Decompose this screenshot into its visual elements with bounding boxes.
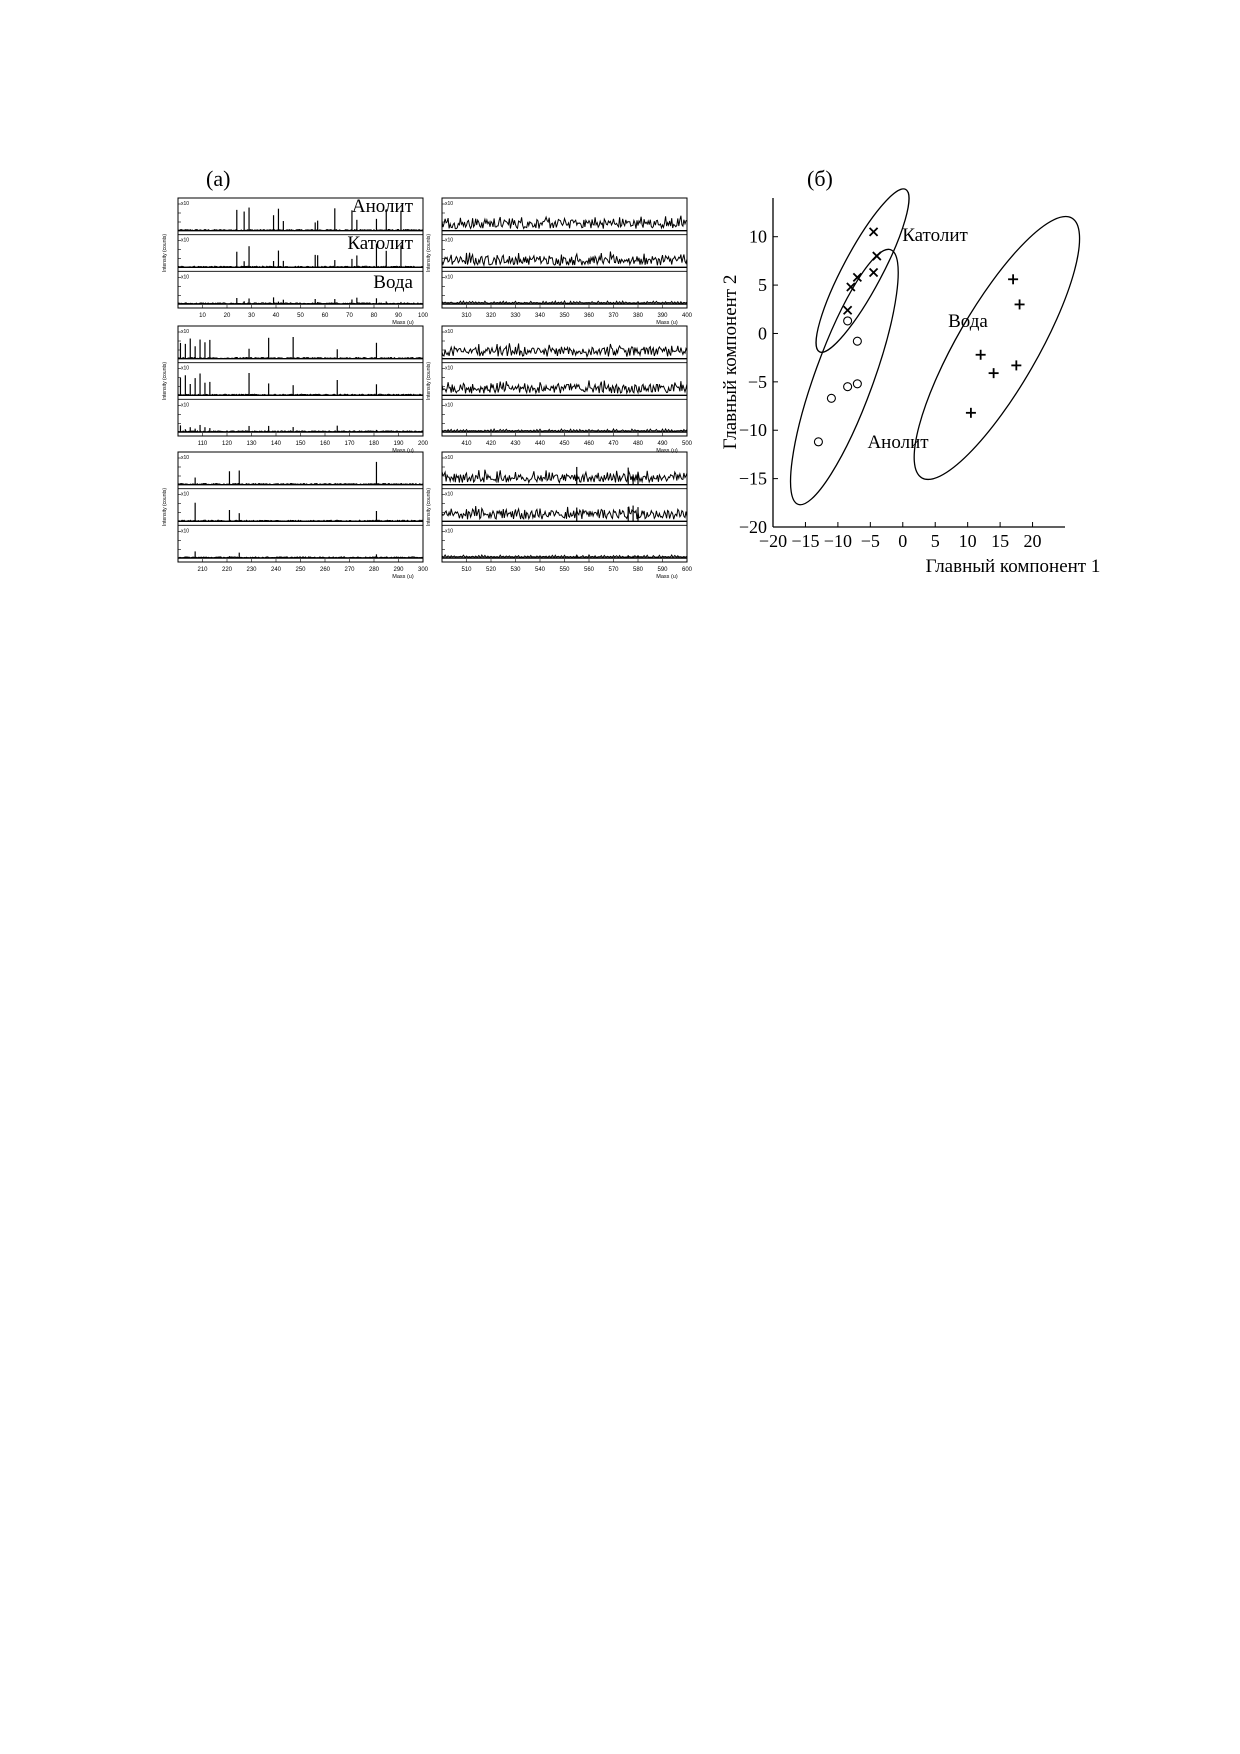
strip-scale-note: x10 <box>445 201 454 207</box>
panel-a-label: (а) <box>206 166 231 191</box>
x-tick-label: 10 <box>958 531 977 551</box>
point-anolit <box>853 337 861 345</box>
point-anolit <box>814 438 822 446</box>
spectrum-block <box>162 198 429 326</box>
spectrum-trace <box>442 216 687 231</box>
x-tick-label: 15 <box>991 531 1010 551</box>
x-tick-label: 220 <box>221 567 233 573</box>
x-tick-label: 480 <box>632 441 644 447</box>
y-tick-label: 0 <box>758 323 767 344</box>
x-tick-label: 540 <box>534 567 546 573</box>
x-tick-label: −10 <box>823 531 852 551</box>
spectrum-xlabel: Mass (u) <box>392 448 414 454</box>
x-tick-label: 600 <box>681 567 693 573</box>
x-tick-label: 270 <box>344 567 355 573</box>
x-tick-label: 210 <box>197 567 208 573</box>
spectrum-xlabel: Mass (u) <box>392 320 414 326</box>
spectrum-trace <box>442 506 687 521</box>
x-tick-label: 50 <box>297 313 304 319</box>
y-tick-label: −10 <box>738 420 767 441</box>
x-tick-label: −20 <box>758 531 788 551</box>
x-tick-label: 20 <box>223 313 231 319</box>
x-tick-label: 120 <box>221 441 233 447</box>
spectrum-block <box>162 452 429 580</box>
x-tick-label: 520 <box>485 567 497 573</box>
x-tick-label: 580 <box>632 567 644 573</box>
spectrum-trace <box>442 343 687 358</box>
strip-scale-note: x10 <box>181 237 190 244</box>
strip-scale-note: x10 <box>181 274 190 281</box>
point-anolit <box>827 394 835 402</box>
point-anolit <box>844 383 852 391</box>
x-tick-label: 130 <box>246 441 257 447</box>
point-voda <box>1011 360 1021 370</box>
panel-b-pca-plot <box>720 180 1107 577</box>
figure <box>0 0 1240 700</box>
y-tick-label: 10 <box>749 226 767 247</box>
spectrum-frame <box>442 326 687 436</box>
x-tick-label: 450 <box>559 441 570 447</box>
y-tick-label: 5 <box>758 275 767 296</box>
strip-scale-note: x10 <box>445 528 454 535</box>
spectrum-series-label: Анолит <box>351 196 413 217</box>
spectrum-ylabel: Intensity (counts) <box>426 233 432 273</box>
spectrum-trace <box>442 380 687 395</box>
x-tick-label: 280 <box>368 567 380 573</box>
point-katolit <box>844 306 852 314</box>
x-tick-label: −5 <box>860 531 880 551</box>
x-tick-label: 560 <box>583 567 595 573</box>
x-tick-label: 20 <box>1023 531 1042 551</box>
x-tick-label: 430 <box>510 441 521 447</box>
strip-scale-note: x10 <box>445 365 454 372</box>
x-tick-label: 420 <box>485 441 497 447</box>
spectrum-frame <box>442 452 687 562</box>
spectrum-ylabel: Intensity (counts) <box>426 487 432 527</box>
x-tick-label: 530 <box>510 567 521 573</box>
cluster-ellipse <box>802 180 923 361</box>
spectrum-block <box>162 326 429 454</box>
spectrum-series-label: Вода <box>373 272 413 293</box>
x-tick-label: 310 <box>461 313 472 319</box>
y-axis-label: Главный компонент 2 <box>720 274 741 450</box>
x-tick-label: 370 <box>608 313 619 319</box>
series-label: Католит <box>902 225 968 246</box>
x-tick-label: 0 <box>898 531 908 551</box>
x-axis-label: Главный компонент 1 <box>925 556 1101 577</box>
point-voda <box>966 408 976 418</box>
spectrum-xlabel: Mass (u) <box>392 574 414 580</box>
x-tick-label: 330 <box>510 313 521 319</box>
x-tick-label: 30 <box>248 313 255 319</box>
spectrum-frame <box>442 198 687 308</box>
figure-canvas <box>0 0 1240 700</box>
point-katolit <box>873 252 881 260</box>
spectrum-ylabel: Intensity (counts) <box>162 233 168 273</box>
x-tick-label: 460 <box>583 441 595 447</box>
point-katolit <box>870 269 878 277</box>
x-tick-label: 5 <box>930 531 940 551</box>
x-tick-label: 180 <box>368 441 380 447</box>
point-anolit <box>853 380 861 388</box>
spectrum-ylabel: Intensity (counts) <box>162 361 168 401</box>
point-voda <box>1015 299 1025 309</box>
series-label: Анолит <box>867 432 929 453</box>
y-tick-label: −15 <box>738 468 767 489</box>
x-tick-label: 100 <box>417 313 429 319</box>
x-tick-label: 570 <box>608 567 619 573</box>
x-tick-label: 70 <box>346 313 353 319</box>
x-tick-label: 190 <box>393 441 404 447</box>
strip-scale-note: x10 <box>181 528 190 535</box>
spectrum-xlabel: Mass (u) <box>656 320 678 326</box>
spectrum-ylabel: Intensity (counts) <box>162 487 168 527</box>
x-tick-label: 440 <box>534 441 546 447</box>
x-tick-label: 320 <box>485 313 497 319</box>
x-tick-label: 150 <box>295 441 306 447</box>
x-tick-label: 10 <box>199 313 206 319</box>
spectrum-xlabel: Mass (u) <box>656 448 678 454</box>
point-voda <box>976 350 986 360</box>
point-voda <box>1008 274 1018 284</box>
spectrum-xlabel: Mass (u) <box>656 574 678 580</box>
strip-scale-note: x10 <box>181 329 190 335</box>
series-label: Вода <box>948 311 988 332</box>
spectrum-trace <box>442 470 687 485</box>
x-tick-label: 230 <box>246 567 257 573</box>
spectrum-block <box>426 452 693 580</box>
x-tick-label: 290 <box>393 567 404 573</box>
cluster-ellipse <box>771 240 919 515</box>
spectrum-block <box>426 326 693 454</box>
strip-scale-note: x10 <box>445 329 454 335</box>
x-tick-label: 250 <box>295 567 306 573</box>
panel-b-label: (б) <box>807 166 833 191</box>
x-tick-label: 340 <box>534 313 546 319</box>
x-tick-label: 80 <box>370 313 378 319</box>
x-tick-label: 510 <box>461 567 472 573</box>
x-tick-label: 410 <box>461 441 472 447</box>
x-tick-label: 360 <box>583 313 595 319</box>
point-voda <box>989 368 999 378</box>
x-tick-label: 470 <box>608 441 619 447</box>
panel-a-spectra <box>162 196 693 580</box>
strip-scale-note: x10 <box>445 237 454 244</box>
x-tick-label: 170 <box>344 441 355 447</box>
x-tick-label: 380 <box>632 313 644 319</box>
x-tick-label: 350 <box>559 313 570 319</box>
strip-scale-note: x10 <box>181 402 190 409</box>
strip-scale-note: x10 <box>445 402 454 409</box>
spectrum-ylabel: Intensity (counts) <box>426 361 432 401</box>
strip-scale-note: x10 <box>445 455 454 461</box>
strip-scale-note: x10 <box>181 201 190 207</box>
strip-scale-note: x10 <box>181 365 190 372</box>
x-tick-label: 110 <box>197 441 208 447</box>
x-tick-label: 590 <box>657 567 668 573</box>
x-tick-label: 490 <box>657 441 668 447</box>
x-tick-label: 260 <box>319 567 331 573</box>
spectrum-series-label: Католит <box>347 233 413 254</box>
x-tick-label: 240 <box>270 567 282 573</box>
point-katolit <box>870 228 878 236</box>
y-tick-label: −5 <box>747 371 767 392</box>
x-tick-label: 40 <box>272 313 280 319</box>
x-tick-label: 90 <box>395 313 402 319</box>
x-tick-label: 140 <box>270 441 282 447</box>
strip-scale-note: x10 <box>445 274 454 281</box>
strip-scale-note: x10 <box>445 491 454 498</box>
spectrum-block <box>426 198 693 326</box>
strip-scale-note: x10 <box>181 455 190 461</box>
x-tick-label: 550 <box>559 567 570 573</box>
strip-scale-note: x10 <box>181 491 190 498</box>
spectrum-frame <box>178 326 423 436</box>
spectrum-trace <box>442 252 687 268</box>
x-tick-label: 390 <box>657 313 668 319</box>
x-tick-label: −15 <box>791 531 820 551</box>
x-tick-label: 300 <box>417 567 429 573</box>
spectrum-frame <box>178 452 423 562</box>
x-tick-label: 400 <box>681 313 693 319</box>
point-anolit <box>844 317 852 325</box>
x-tick-label: 200 <box>417 441 429 447</box>
x-tick-label: 160 <box>319 441 331 447</box>
x-tick-label: 60 <box>321 313 329 319</box>
y-tick-label: −20 <box>738 517 767 537</box>
x-tick-label: 500 <box>681 441 693 447</box>
